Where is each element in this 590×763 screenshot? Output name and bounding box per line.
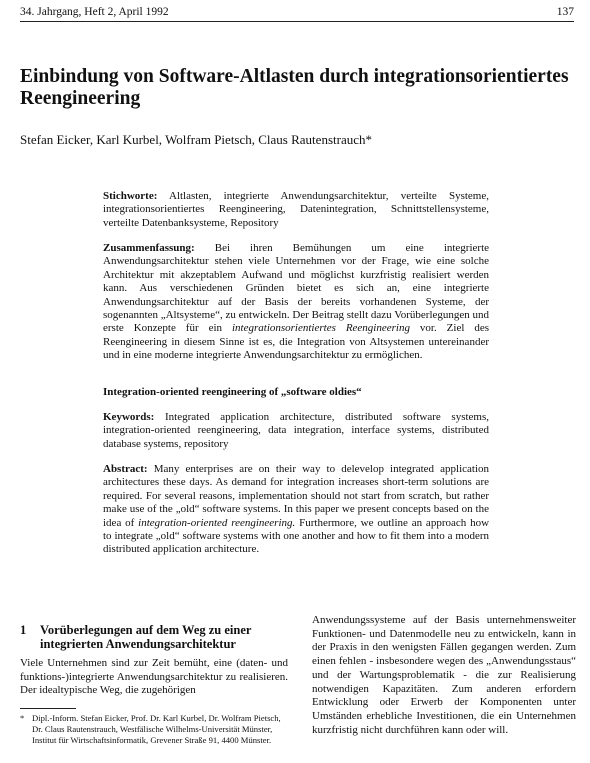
section-number: 1 <box>20 623 27 637</box>
abstract-text-2: Furthermore, we outline an approach how to integrate „old“ software systems with one another and how to fit them into a modern distributed application architecture. <box>103 516 490 556</box>
stichworte-text: Altlasten, integrierte Anwendungsarchitektur, verteilte Systeme, integrationsorientiertes Reengineering, Datenintegration, Schnittstellensysteme, verteilte Datenbanksysteme, Repository <box>103 190 489 229</box>
keywords-paragraph <box>103 411 489 451</box>
keywords-label: Keywords: <box>103 411 155 423</box>
abstract-emphasis: integration-oriented reengineering. <box>138 516 296 529</box>
article-title: Einbindung von Software-Altlasten durch integrationsorientiertes Reengineering <box>20 66 569 109</box>
footnote <box>20 713 288 746</box>
journal-issue: 34. Jahrgang, Heft 2, April 1992 <box>20 6 169 18</box>
stichworte-label: Stichworte: <box>103 190 158 202</box>
stichworte-paragraph <box>103 190 489 230</box>
footnote-mark: * <box>20 713 25 723</box>
section-body-right: Anwendungssysteme auf der Basis unternehmensweiter Funktionen- und Datenmodelle neu zu entwickeln, kann in der Praxis in den wenigsten Fällen gegangen werden. Zum einen fehlen - insbesondere wegen des „Anwendungsstaus“ und der Wartungsproblematik - die zur Realisierung notwendigen Kapazitäten. Zum anderen erfordern Entwicklung oder Erwerb der Komponenten unter Umständen erhebliche Investitionen, die ein Unternehmen kurzfristig nicht durchführen kann oder will. <box>312 614 576 736</box>
section-title: Vorüberlegungen auf dem Weg zu einer integrierten Anwendungsarchitektur <box>40 623 252 651</box>
running-header <box>20 4 574 20</box>
header-rule <box>20 21 574 22</box>
footnote-text: Dipl.-Inform. Stefan Eicker, Prof. Dr. Karl Kurbel, Dr. Wolfram Pietsch, Dr. Claus Rautenstrauch, Westfälische Wilhelms-Universität Münster, Institut für Wirtschaftsinformatik, Grevener Straße 91, 4400 Münster. <box>32 713 281 745</box>
abstract-label: Abstract: <box>103 463 148 475</box>
page-number: 137 <box>556 6 574 18</box>
zusammenfassung-text-2: vor. Ziel des Reengineering in diesem Sinne ist es, die Integration von Altsystemen untereinander und in eine moderne integrierte Anwendungsarchitektur zu ermöglichen. <box>103 322 490 362</box>
left-column <box>20 623 288 698</box>
zusammenfassung-paragraph <box>103 242 489 363</box>
zusammenfassung-label: Zusammenfassung: <box>103 242 195 254</box>
abstract-text-1: Many enterprises are on their way to delevelop integrated application architectures these days. As demand for integration increases short-term solutions are required. For several reasons, implementation should not start from scratch, but rather make use of the „old“ software systems. In this paper we present concepts based on the idea of <box>103 463 490 529</box>
zusammenfassung-emphasis: integrationsorientiertes Reengineering <box>231 322 410 335</box>
abstract-paragraph <box>103 463 489 557</box>
section-body-left: Viele Unternehmen sind zur Zeit bemüht, eine (daten- und funktions-)integrierte Anwendungsarchitektur zu realisieren. Der idealtypische Weg, die zugehörigen <box>20 657 288 697</box>
author-list: Stefan Eicker, Karl Kurbel, Wolfram Pietsch, Claus Rautenstrauch* <box>20 132 372 147</box>
section-heading <box>20 623 288 651</box>
english-title: Integration-oriented reengineering of „software oldies“ <box>103 386 362 398</box>
keywords-text: Integrated application architecture, distributed software systems, integration-oriented reengineering, data integration, interface systems, distributed database systems, repository <box>103 411 490 450</box>
zusammenfassung-text-1: Bei ihren Bemühungen um eine integrierte Anwendungsarchitektur stehen viele Unternehmen vor der Frage, wie eine solche Architektur mit akzeptablem Aufwand und möglichst kurzfristig realisiert werden kann. Aus verschiedenen Gründen bietet es sich an, eine integrierte Anwendungsarchitektur auf der Basis der bereits vorhandenen Systeme, der sogenannten „Altsysteme“, zu entwickeln. Der Beitrag stellt dazu Vorüberlegungen und erste Konzepte für ein <box>103 242 490 335</box>
footnote-rule <box>20 708 76 709</box>
